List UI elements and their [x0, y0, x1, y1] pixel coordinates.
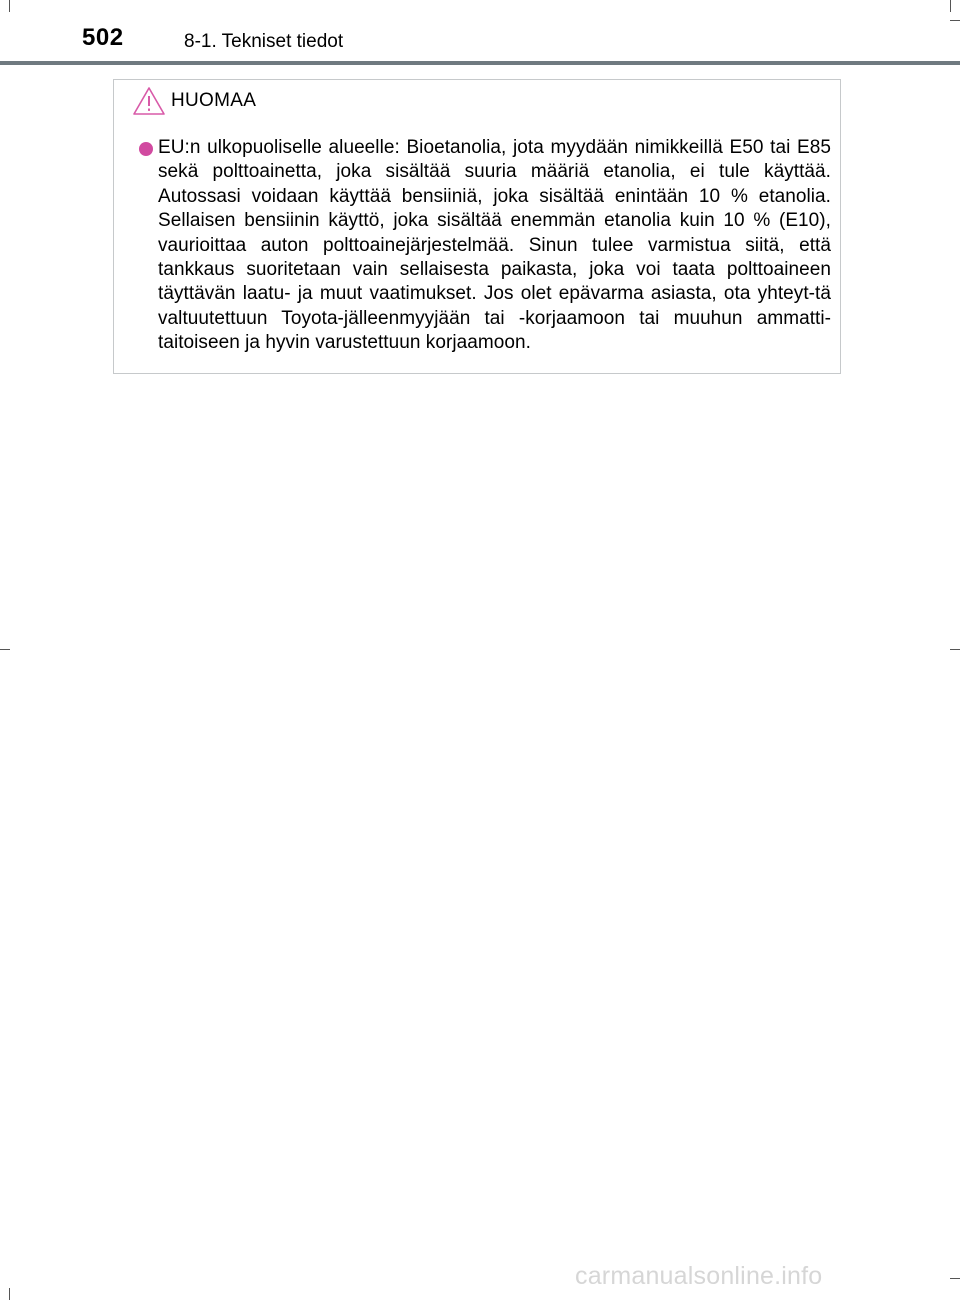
- watermark: carmanualsonline.info: [575, 1262, 823, 1290]
- warning-triangle-icon: [132, 86, 166, 116]
- crop-mark-left-middle: [0, 649, 10, 650]
- crop-mark-bottom-right: [950, 1278, 960, 1279]
- crop-mark-right-middle: [950, 649, 960, 650]
- page-number: 502: [82, 24, 124, 51]
- page-header: [0, 0, 960, 66]
- notice-title: HUOMAA: [171, 90, 257, 111]
- crop-mark-bottom-left: [9, 1288, 10, 1300]
- crop-mark-top-right: [950, 0, 951, 12]
- notice-paragraph: EU:n ulkopuoliselle alueelle: Bioetanolia, jota myydään nimikkeillä E50 tai E85 sekä polttoainetta, joka sisältää suuria määriä etanolia, ei tule käyttää. Autossasi voidaan käyttää bensiiniä, joka sisältää enintään 10 % etanolia. Sellaisen bensiinin käyttö, joka sisältää enemmän etanolia kuin 10 % (E10), vaurioittaa auton polttoainejärjestelmää. Sinun tulee varmistua siitä, että tankkaus suoritetaan vain sellaisesta paikasta, joka voi taata polttoaineen täyttävän laatu- ja muut vaatimukset. Jos olet epävarma asiasta, ota yhteyt-tä valtuutettuun Toyota-jälleenmyyjään tai -korjaamoon tai muuhun ammatti-taitoiseen ja hyvin varustettuun korjaamoon.: [158, 137, 831, 354]
- header-rule: [0, 61, 960, 65]
- bullet-icon: [139, 142, 153, 156]
- section-title: 8-1. Tekniset tiedot: [184, 31, 344, 52]
- crop-mark-top-left: [9, 0, 10, 12]
- notice-box: [113, 79, 841, 374]
- crop-mark-right-upper: [950, 20, 960, 21]
